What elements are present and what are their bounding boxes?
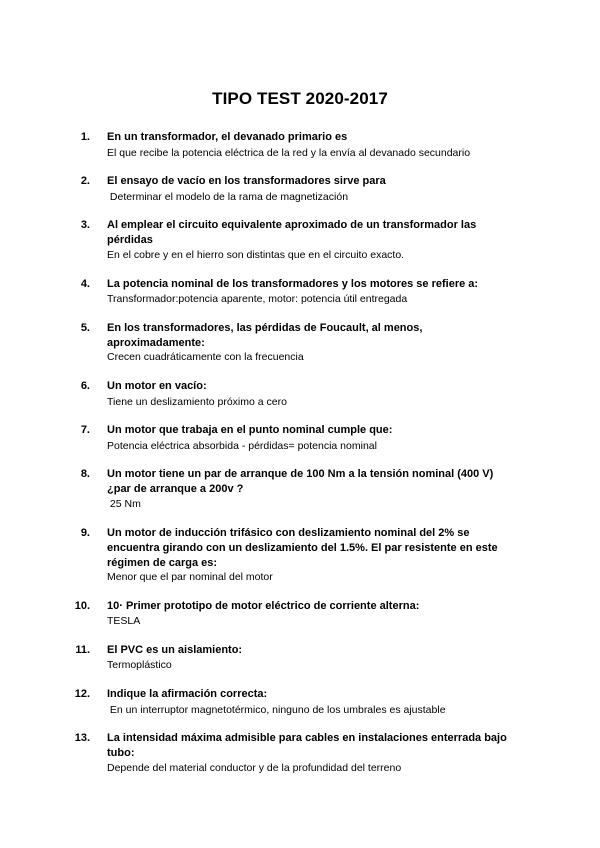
item-number: 5. (80, 322, 90, 334)
item-number: 12. (74, 688, 90, 700)
item-question: En un transformador, el devanado primario es (107, 131, 348, 143)
item-answer: Depende del material conductor y de la profundidad del terreno (107, 762, 402, 774)
item-question: En los transformadores, las pérdidas de Foucault, al menos, aproximadamente: (107, 322, 423, 349)
item-number: 10. (74, 600, 90, 612)
item-question: Un motor que trabaja en el punto nominal cumple que: (107, 424, 393, 436)
item-question: Al emplear el circuito equivalente aproximado de un transformador las pérdidas (107, 219, 477, 246)
item-question: La potencia nominal de los transformadores y los motores se refiere a: (107, 278, 479, 290)
item-answer: En el cobre y en el hierro son distintas que en el circuito exacto. (107, 249, 405, 261)
item-question: El ensayo de vacío en los transformadores sirve para (107, 175, 386, 187)
item-answer: Determinar el modelo de la rama de magnetización (107, 191, 349, 203)
item-number: 8. (80, 468, 90, 480)
item-question: Un motor en vacío: (107, 380, 207, 392)
item-question: El PVC es un aislamiento: (107, 644, 243, 656)
item-number: 6. (80, 380, 90, 392)
item-answer: 25 Nm (107, 498, 141, 510)
item-question: Indique la afirmación correcta: (107, 688, 268, 700)
item-question: 10· Primer prototipo de motor eléctrico de corriente alterna: (107, 600, 420, 612)
item-question: Un motor tiene un par de arranque de 100 Nm a la tensión nominal (400 V) ¿par de arranque a 200v ? (107, 468, 494, 495)
item-question: Un motor de inducción trifásico con deslizamiento nominal del 2% se encuentra girando con un deslizamiento del 1.5%. El par resistente en este régimen de carga es: (107, 527, 498, 569)
item-answer: Potencia eléctrica absorbida - pérdidas= potencia nominal (107, 440, 377, 452)
item-answer: Tiene un deslizamiento próximo a cero (107, 396, 287, 408)
item-number: 3. (80, 219, 90, 231)
item-number: 11. (75, 644, 90, 656)
item-answer: En un interruptor magnetotérmico, ninguno de los umbrales es ajustable (107, 704, 446, 716)
item-question: La intensidad máxima admisible para cables en instalaciones enterrada bajo tubo: (107, 732, 507, 759)
item-answer: Crecen cuadráticamente con la frecuencia (107, 351, 304, 363)
item-answer: Termoplástico (107, 659, 172, 671)
item-number: 7. (80, 424, 90, 436)
item-number: 9. (80, 527, 90, 539)
item-answer: Transformador:potencia aparente, motor: potencia útil entregada (107, 293, 408, 305)
item-number: 13. (74, 732, 90, 744)
item-number: 4. (80, 278, 90, 290)
item-number: 2. (80, 175, 90, 187)
item-number: 1. (80, 131, 90, 143)
page-title: TIPO TEST 2020-2017 (212, 89, 388, 108)
item-answer: Menor que el par nominal del motor (107, 571, 273, 583)
item-answer: TESLA (107, 615, 141, 627)
item-answer: El que recibe la potencia eléctrica de la red y la envía al devanado secundario (107, 147, 471, 159)
